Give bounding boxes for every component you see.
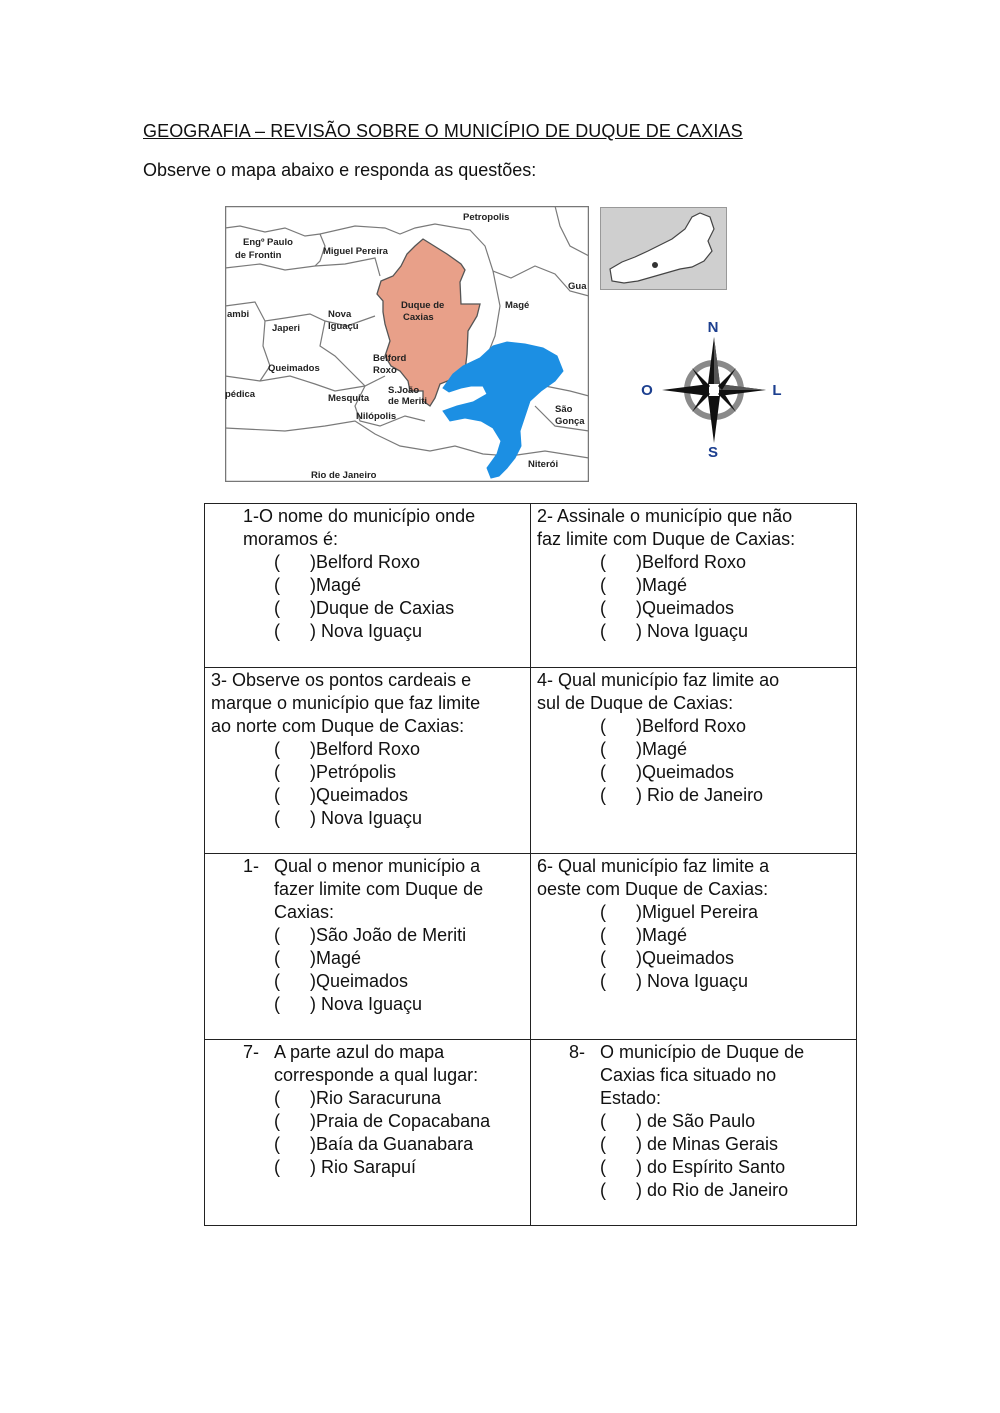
paren-close: ) [636,902,642,922]
label-nova: Nova [328,309,352,320]
label-duque-2: Caxias [403,312,434,323]
question-2 [531,504,857,668]
option-item[interactable] [537,1179,850,1202]
paren-close: ) [310,971,316,991]
option-item[interactable] [537,761,850,784]
checkbox-paren[interactable]: ( [274,994,280,1014]
option-item[interactable] [537,1156,850,1179]
questions-table [204,503,857,1226]
option-label: Queimados [642,948,735,968]
option-item[interactable] [537,924,850,947]
paren-close: ) [636,925,642,945]
question-8 [531,1040,857,1226]
label-pedica: pédica [225,389,256,400]
option-label: Duque de Caxias [316,598,455,618]
option-label: Queimados [642,598,735,618]
paren-close: ) [310,1088,316,1108]
question-3 [205,668,531,854]
checkbox-paren[interactable]: ( [274,739,280,759]
option-item[interactable] [537,715,850,738]
checkbox-paren[interactable]: ( [600,1111,606,1131]
question-text: ao norte com Duque de Caxias: [211,716,465,736]
option-item[interactable] [211,947,524,970]
compass-east: L [772,382,782,399]
option-item[interactable] [537,1133,850,1156]
question-7 [205,1040,531,1226]
question-text: moramos é: [243,529,339,549]
checkbox-paren[interactable]: ( [600,762,606,782]
option-label: Belford Roxo [316,739,421,759]
checkbox-paren[interactable]: ( [274,762,280,782]
label-gua: Gua [568,281,587,292]
paren-close: ) [310,621,316,641]
checkbox-paren[interactable]: ( [274,575,280,595]
option-label: Rio Saracuruna [316,1088,442,1108]
paren-close: ) [310,762,316,782]
compass-needles [662,337,766,443]
question-text: Estado: [600,1088,662,1108]
option-label: Nova Iguaçu [316,808,423,828]
paren-close: ) [310,552,316,572]
label-niteroi: Niterói [528,459,559,470]
question-number: 7- [243,1042,260,1062]
option-item[interactable] [537,597,850,620]
paren-close: ) [636,739,642,759]
option-label: Miguel Pereira [642,902,759,922]
option-label: Magé [316,948,362,968]
paren-close: ) [310,948,316,968]
label-duque-1: Duque de [401,300,445,311]
option-item[interactable] [211,1087,524,1110]
checkbox-paren[interactable]: ( [600,1157,606,1177]
option-label: Magé [642,575,688,595]
question-6 [531,854,857,1040]
checkbox-paren[interactable]: ( [274,1111,280,1131]
checkbox-paren[interactable]: ( [274,621,280,641]
label-japeri: Japeri [272,323,300,334]
option-item[interactable] [211,738,524,761]
compass-south: S [707,444,719,461]
checkbox-paren[interactable]: ( [274,598,280,618]
option-item[interactable] [211,574,524,597]
question-text: Caxias: [274,902,335,922]
option-item[interactable] [537,901,850,924]
option-item[interactable] [211,993,524,1016]
label-belford: Belford [373,353,407,364]
option-label: Belford Roxo [642,552,747,572]
option-item[interactable] [211,620,524,643]
paren-close: ) [310,994,316,1014]
label-meriti: de Meriti [388,396,428,407]
paren-close: ) [636,948,642,968]
compass-west: O [641,382,653,399]
paren-close: ) [636,598,642,618]
question-text: 6- Qual município faz limite a [537,856,770,876]
label-goncalo: Gonça [555,416,585,427]
paren-close: ) [636,1111,642,1131]
option-label: Queimados [642,762,735,782]
label-queimados: Queimados [268,363,320,374]
checkbox-paren[interactable]: ( [600,1134,606,1154]
compass-rose [632,315,792,465]
question-5 [205,854,531,1040]
label-iguacu: Iguaçu [328,321,359,332]
paren-close: ) [310,808,316,828]
paren-close: ) [310,785,316,805]
paren-close: ) [310,598,316,618]
option-label: Rio Sarapuí [316,1157,417,1177]
paren-close: ) [636,621,642,641]
checkbox-paren[interactable]: ( [600,598,606,618]
checkbox-paren[interactable]: ( [600,971,606,991]
page-title: GEOGRAFIA – REVISÃO SOBRE O MUNICÍPIO DE DUQUE DE CAXIAS [143,121,743,141]
question-text: 4- Qual município faz limite ao [537,670,780,690]
municipality-map [225,206,589,482]
paren-close: ) [636,971,642,991]
option-item[interactable] [211,1110,524,1133]
question-text: oeste com Duque de Caxias: [537,879,769,899]
paren-close: ) [636,1157,642,1177]
paren-close: ) [636,552,642,572]
checkbox-paren[interactable]: ( [600,902,606,922]
question-1 [205,504,531,668]
option-item[interactable] [211,597,524,620]
option-item[interactable] [211,807,524,830]
option-label: Queimados [316,971,409,991]
option-item[interactable] [211,1156,524,1179]
instruction-text: Observe o mapa abaixo e responda as questões: [143,160,537,180]
label-sjoao: S.João [388,385,420,396]
option-label: Queimados [316,785,409,805]
label-de-frontin: de Frontin [235,250,282,261]
checkbox-paren[interactable]: ( [274,948,280,968]
option-item[interactable] [211,761,524,784]
label-miguel-pereira: Miguel Pereira [323,246,388,257]
option-label: do Rio de Janeiro [642,1180,789,1200]
question-text: marque o município que faz limite [211,693,481,713]
option-label: Nova Iguaçu [316,621,423,641]
option-label: Baía da Guanabara [316,1134,474,1154]
option-label: Nova Iguaçu [642,971,749,991]
checkbox-paren[interactable]: ( [600,1180,606,1200]
checkbox-paren[interactable]: ( [600,716,606,736]
label-mesquita: Mesquita [328,393,370,404]
label-eng-paulo: Engº Paulo [243,237,293,248]
option-label: Belford Roxo [316,552,421,572]
label-ambi: ambi [227,309,250,320]
option-label: Magé [316,575,362,595]
option-label: Nova Iguaçu [642,621,749,641]
compass-north: N [707,319,719,336]
option-item[interactable] [537,947,850,970]
question-text: O município de Duque de [600,1042,805,1062]
label-rio-de-janeiro: Rio de Janeiro [311,470,377,481]
checkbox-paren[interactable]: ( [274,971,280,991]
question-number: 8- [569,1042,586,1062]
checkbox-paren[interactable]: ( [274,552,280,572]
label-mage: Magé [505,300,530,311]
option-item[interactable] [211,924,524,947]
paren-close: ) [636,575,642,595]
paren-close: ) [310,575,316,595]
option-item[interactable] [211,784,524,807]
option-item[interactable] [211,970,524,993]
question-text: 2- Assinale o município que não [537,506,793,526]
option-item[interactable] [537,784,850,807]
checkbox-paren[interactable]: ( [274,1134,280,1154]
option-label: Belford Roxo [642,716,747,736]
checkbox-paren[interactable]: ( [274,1088,280,1108]
question-number: 1- [243,506,260,526]
region-marker [652,262,658,268]
paren-close: ) [310,1134,316,1154]
paren-close: ) [636,762,642,782]
paren-close: ) [636,1180,642,1200]
question-text: Qual o menor município a [274,856,481,876]
question-text: O nome do município onde [259,506,476,526]
paren-close: ) [636,785,642,805]
question-text: faz limite com Duque de Caxias: [537,529,796,549]
option-item[interactable] [537,738,850,761]
checkbox-paren[interactable]: ( [600,948,606,968]
option-label: do Espírito Santo [642,1157,786,1177]
option-label: Magé [642,739,688,759]
checkbox-paren[interactable]: ( [600,552,606,572]
paren-close: ) [310,1111,316,1131]
question-text: fazer limite com Duque de [274,879,484,899]
option-label: Magé [642,925,688,945]
checkbox-paren[interactable]: ( [600,739,606,759]
question-4 [531,668,857,854]
question-text: A parte azul do mapa [274,1042,445,1062]
question-number: 1- [243,856,260,876]
checkbox-paren[interactable]: ( [274,1157,280,1177]
option-label: Praia de Copacabana [316,1111,491,1131]
question-text: corresponde a qual lugar: [274,1065,479,1085]
checkbox-paren[interactable]: ( [274,808,280,828]
option-item[interactable] [537,574,850,597]
label-nilopolis: Nilópolis [356,411,397,422]
question-text: Caxias fica situado no [600,1065,777,1085]
option-item[interactable] [211,551,524,574]
paren-close: ) [310,739,316,759]
paren-close: ) [636,716,642,736]
checkbox-paren[interactable]: ( [274,925,280,945]
paren-close: ) [310,1157,316,1177]
checkbox-paren[interactable]: ( [600,925,606,945]
checkbox-paren[interactable]: ( [274,785,280,805]
option-item[interactable] [537,970,850,993]
option-label: de Minas Gerais [642,1134,779,1154]
option-item[interactable] [537,551,850,574]
option-item[interactable] [211,1133,524,1156]
option-item[interactable] [537,1110,850,1133]
option-label: Nova Iguaçu [316,994,423,1014]
label-petropolis: Petropolis [463,212,510,223]
option-item[interactable] [537,620,850,643]
checkbox-paren[interactable]: ( [600,785,606,805]
checkbox-paren[interactable]: ( [600,575,606,595]
option-label: Rio de Janeiro [642,785,764,805]
label-roxo: Roxo [373,365,397,376]
checkbox-paren[interactable]: ( [600,621,606,641]
question-text: 3- Observe os pontos cardeais e [211,670,472,690]
label-sao: São [555,404,573,415]
question-text: sul de Duque de Caxias: [537,693,734,713]
paren-close: ) [310,925,316,945]
paren-close: ) [636,1134,642,1154]
option-label: Petrópolis [316,762,397,782]
state-inset-map [600,207,727,290]
option-label: de São Paulo [642,1111,756,1131]
option-label: São João de Meriti [316,925,467,945]
